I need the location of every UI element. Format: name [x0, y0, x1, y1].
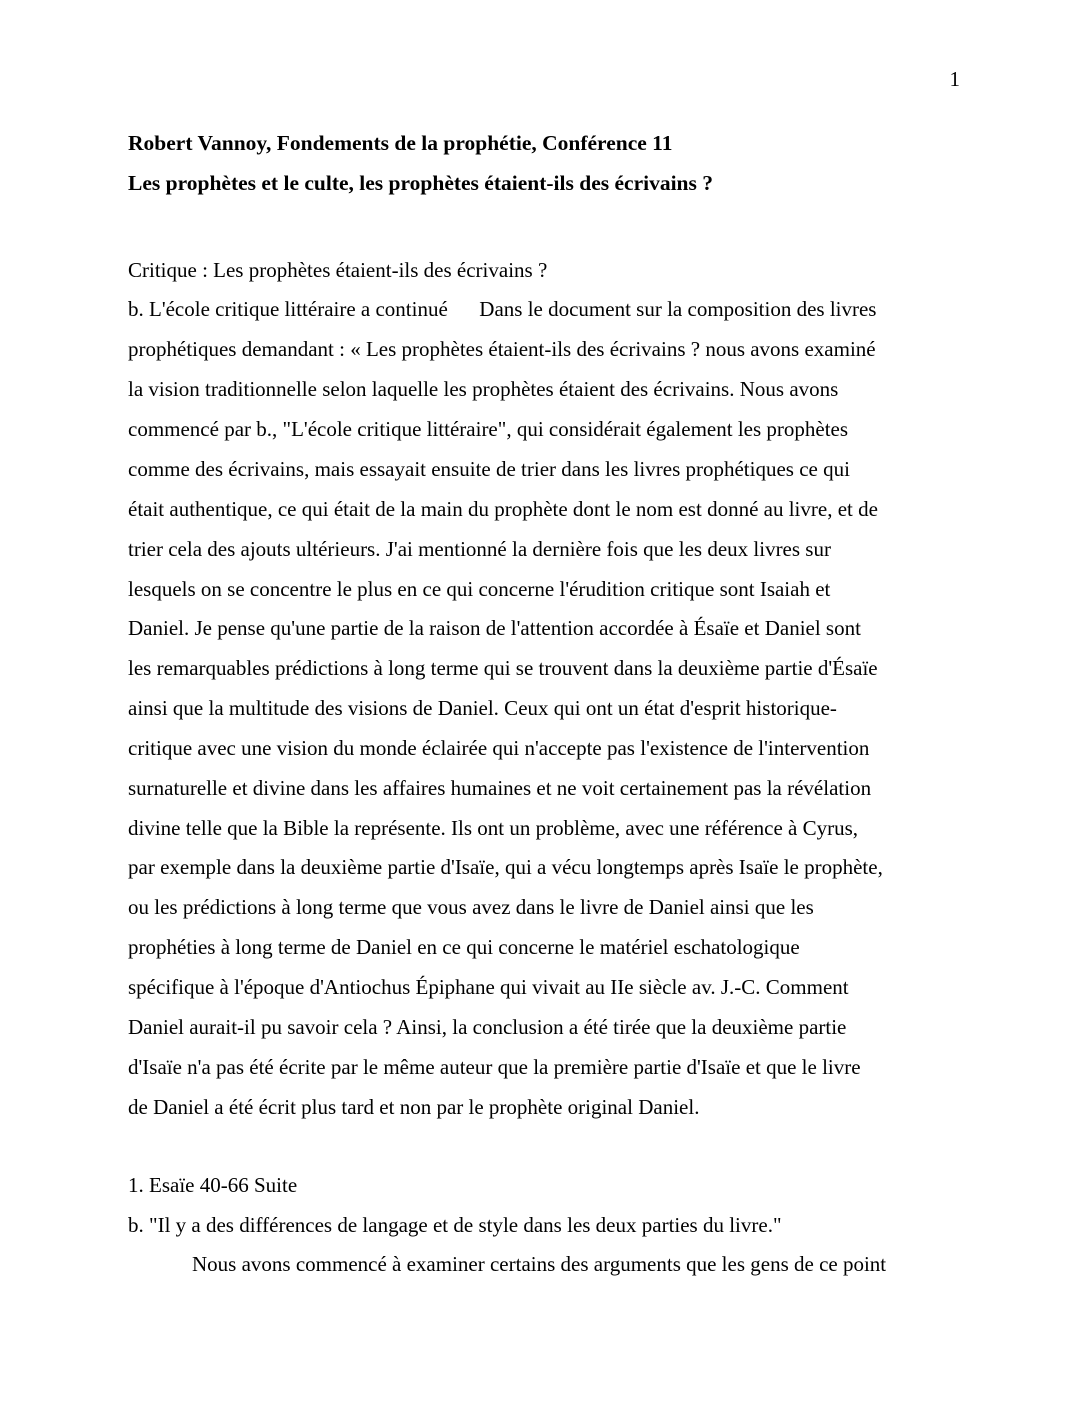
subsection-heading: b. "Il y a des différences de langage et de style dans les deux parties du livre." [128, 1213, 782, 1237]
paragraph-line: Daniel aurait-il pu savoir cela ? Ainsi, la conclusion a été tirée que la deuxième partie [128, 1015, 847, 1039]
paragraph-line: commencé par b., "L'école critique littéraire", qui considérait également les prophètes [128, 417, 849, 441]
paragraph-line: la vision traditionnelle selon laquelle les prophètes étaient des écrivains. Nous avons [128, 377, 839, 401]
paragraph-line: trier cela des ajouts ultérieurs. J'ai mentionné la dernière fois que les deux livres sur [128, 537, 831, 561]
paragraph-line: Daniel. Je pense qu'une partie de la raison de l'attention accordée à Ésaïe et Daniel sont [128, 616, 861, 640]
paragraph-line: b. L'école critique littéraire a continué Dans le document sur la composition des livres [128, 297, 877, 321]
paragraph-line: lesquels on se concentre le plus en ce qui concerne l'érudition critique sont Isaiah et [128, 577, 831, 601]
paragraph-line: de Daniel a été écrit plus tard et non par le prophète original Daniel. [128, 1095, 700, 1119]
paragraph-line: les remarquables prédictions à long terme qui se trouvent dans la deuxième partie d'Ésaïe [128, 656, 878, 680]
paragraph-line: surnaturelle et divine dans les affaires humaines et ne voit certainement pas la révélation [128, 776, 872, 800]
paragraph-line: comme des écrivains, mais essayait ensuite de trier dans les livres prophétiques ce qui [128, 457, 850, 481]
paragraph-line: ou les prédictions à long terme que vous avez dans le livre de Daniel ainsi que les [128, 895, 814, 919]
paragraph-line: spécifique à l'époque d'Antiochus Épiphane qui vivait au IIe siècle av. J.-C. Comment [128, 975, 849, 999]
paragraph-line: prophétiques demandant : « Les prophètes étaient-ils des écrivains ? nous avons examiné [128, 337, 876, 361]
section-heading-critique: Critique : Les prophètes étaient-ils des écrivains ? [128, 258, 548, 282]
section-heading-esaie: 1. Esaïe 40-66 Suite [128, 1173, 298, 1197]
document-subtitle: Les prophètes et le culte, les prophètes étaient-ils des écrivains ? [128, 171, 714, 195]
paragraph-line: était authentique, ce qui était de la main du prophète dont le nom est donné au livre, et de [128, 497, 878, 521]
paragraph-line: ainsi que la multitude des visions de Daniel. Ceux qui ont un état d'esprit historique- [128, 696, 837, 720]
paragraph-line: prophéties à long terme de Daniel en ce qui concerne le matériel eschatologique [128, 935, 800, 959]
page-number: 1 [949, 67, 960, 91]
paragraph-line: critique avec une vision du monde éclairée qui n'accepte pas l'existence de l'intervention [128, 736, 870, 760]
paragraph-line: divine telle que la Bible la représente. Ils ont un problème, avec une référence à Cyrus, [128, 816, 859, 840]
paragraph-line: par exemple dans la deuxième partie d'Isaïe, qui a vécu longtemps après Isaïe le prophète, [128, 855, 883, 879]
document-title: Robert Vannoy, Fondements de la prophétie, Conférence 11 [128, 131, 673, 155]
paragraph-line: d'Isaïe n'a pas été écrite par le même auteur que la première partie d'Isaïe et que le livre [128, 1055, 861, 1079]
paragraph-line: Nous avons commencé à examiner certains des arguments que les gens de ce point [192, 1252, 887, 1276]
